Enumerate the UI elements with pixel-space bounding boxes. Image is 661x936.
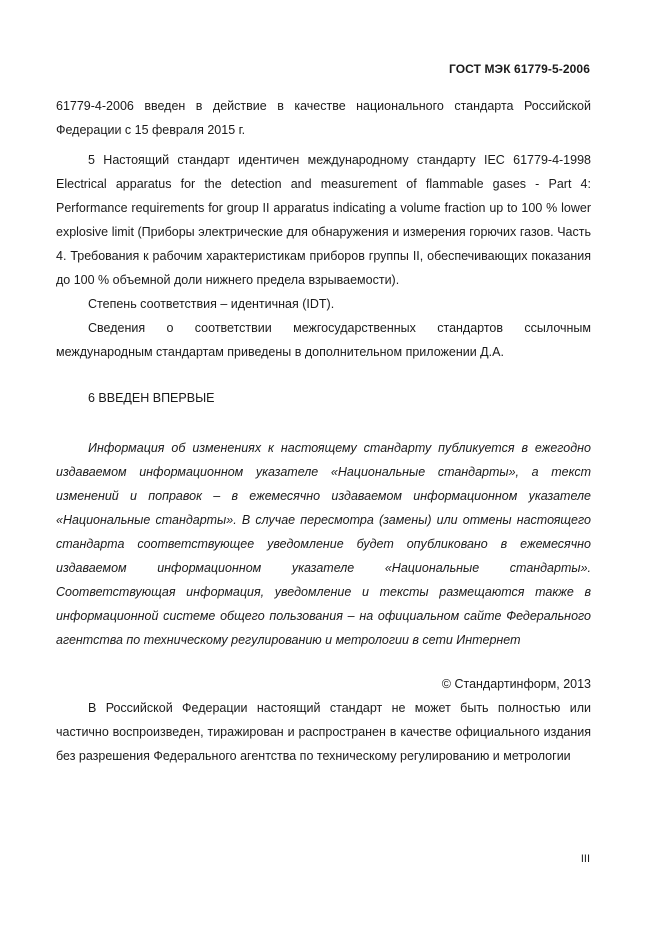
standard-header: ГОСТ МЭК 61779-5-2006 (448, 62, 590, 76)
section-5-paragraph: 5 Настоящий стандарт идентичен международному стандарту IEC 61779-4-1998 Electrical apparatus for the detection and measurement of flammable gases - Part 4: Performance requirements for group II apparatus indicating a volume fraction up to 100 % lower explosive limit (Приборы электрические для обнаружения и измерения горючих газов. Часть 4. Требования к рабочим характеристикам приборов группы II, обеспечивающих показания до 100 % объемной доли нижнего предела взрываемости). (56, 153, 591, 287)
conformity-degree-paragraph: Степень соответствия – идентичная (IDT). (88, 297, 335, 311)
annex-info-paragraph: Сведения о соответствии межгосударственных стандартов ссылочным международным стандартам приведены в дополнительном приложении Д.А. (56, 321, 591, 359)
change-notice-paragraph: Информация об изменениях к настоящему стандарту публикуется в ежегодно издаваемом информационном указателе «Национальные стандарты», а текст изменений и поправок – в ежемесячно издаваемом информационном указателе «Национальные стандарты». В случае пересмотра (замены) или отмены настоящего стандарта соответствующее уведомление будет опубликовано в ежемесячно издаваемом информационном указателе «Национальные стандарты». Соответствующая информация, уведомление и тексты размещаются также в информационной системе общего пользования – на официальном сайте Федерального агентства по техническому регулированию и метрологии в сети Интернет (56, 441, 591, 647)
page-content (56, 94, 591, 768)
rights-paragraph: В Российской Федерации настоящий стандарт не может быть полностью или частично воспроизведен, тиражирован и распространен в качестве официального издания без разрешения Федерального агентства по техническому регулированию и метрологии (56, 701, 591, 763)
intro-paragraph: 61779-4-2006 введен в действие в качестве национального стандарта Российской Федерации с 15 февраля 2015 г. (56, 99, 591, 137)
copyright-line: © Стандартинформ, 2013 (441, 677, 591, 691)
page-number: III (580, 853, 590, 865)
section-6-paragraph: 6 ВВЕДЕН ВПЕРВЫЕ (88, 391, 215, 405)
